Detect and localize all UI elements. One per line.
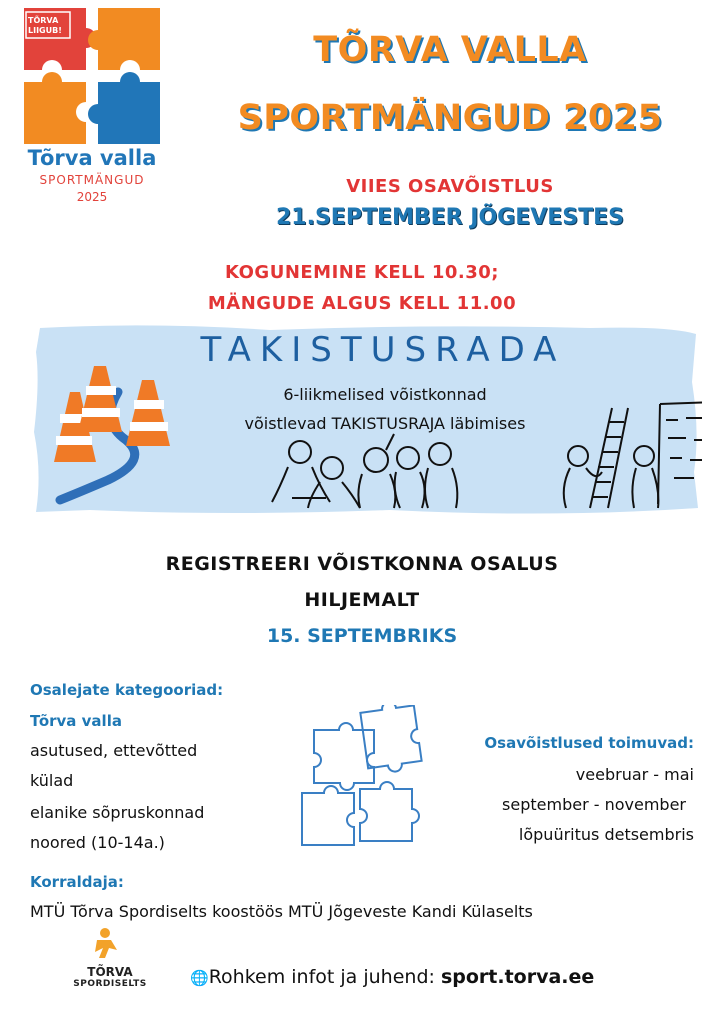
logo-badge — [28, 16, 62, 36]
event-line2: võistlevad TAKISTUSRAJA läbimises — [244, 414, 526, 433]
logo-badge-line2: LIIGUB! — [28, 26, 62, 35]
torva-spordiselts-logo — [55, 926, 165, 996]
organizer-text: MTÜ Tõrva Spordiselts koostöös MTÜ Jõgeveste Kandi Külaselts — [30, 902, 533, 921]
gathering-time: KOGUNEMINE KELL 10.30; — [224, 262, 499, 283]
competition-period: veebruar - mai — [575, 765, 694, 784]
registration-line2: HILJEMALT — [304, 589, 420, 611]
category-item: noored (10-14a.) — [30, 833, 165, 852]
category-item: külad — [30, 771, 74, 790]
competition-period: september - november — [502, 795, 686, 814]
title-line2: SPORTMÄNGUD 2025 — [237, 98, 663, 138]
runner-icon — [55, 926, 165, 962]
event-name: TAKISTUSRADA — [200, 330, 566, 370]
categories-subheading: Tõrva valla — [30, 712, 122, 730]
logo-title: Tõrva valla — [27, 146, 157, 170]
torva-games-logo — [22, 6, 162, 206]
puzzle-pieces-icon — [294, 705, 424, 855]
categories-heading: Osalejate kategooriad: — [30, 681, 224, 699]
info-url-link[interactable]: sport.torva.ee — [440, 966, 595, 988]
organizer-heading: Korraldaja: — [30, 873, 124, 891]
footer-info — [190, 966, 594, 988]
date-place: 21.SEPTEMBER JÕGEVESTES — [275, 205, 625, 230]
logo-badge-line1: TÕRVA — [28, 16, 59, 25]
logo-year: 2025 — [76, 190, 108, 204]
round-label: VIIES OSAVÕISTLUS — [346, 176, 554, 197]
registration-deadline: 15. SEPTEMBRIKS — [266, 625, 458, 647]
event-line1: 6-liikmelised võistkonnad — [283, 385, 487, 404]
category-item: elanike sõpruskonnad — [30, 803, 205, 822]
category-item: asutused, ettevõtted — [30, 741, 198, 760]
title-line1: TÕRVA VALLA — [313, 30, 587, 70]
competition-final: lõpuüritus detsembris — [518, 825, 694, 844]
logo-subtitle: SPORTMÄNGUD — [39, 173, 145, 187]
registration-line1: REGISTREERI VÕISTKONNA OSALUS — [165, 553, 559, 575]
info-label: Rohkem infot ja juhend: — [208, 966, 441, 988]
globe-icon: 🌐 — [190, 969, 209, 987]
footer-logo-line1: TÕRVA — [87, 965, 133, 979]
footer-logo-line2: SPORDISELTS — [73, 979, 147, 989]
competitions-heading: Osavõistlused toimuvad: — [484, 734, 694, 752]
start-time: MÄNGUDE ALGUS KELL 11.00 — [207, 293, 517, 314]
